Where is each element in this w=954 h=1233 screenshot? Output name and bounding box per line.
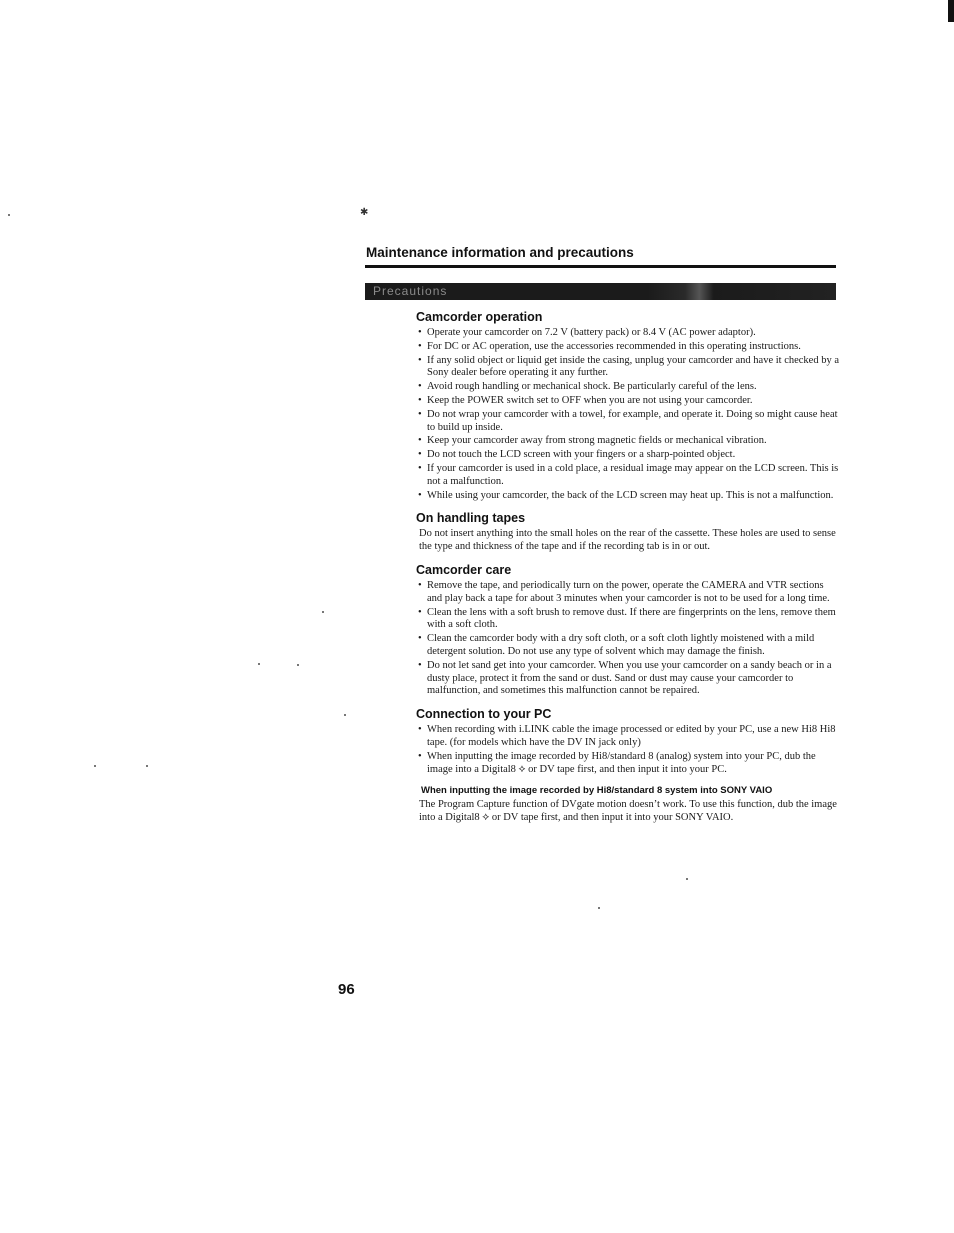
section-handling-tapes: [416, 510, 840, 554]
list-item: • Clean the camcorder body with a dry soft cloth, or a soft cloth lightly moistened with a mild detergent solution. Do not use any type of solvent which may damage the finish.: [418, 633, 840, 659]
list-item: • When inputting the image recorded by Hi8/standard 8 (analog) system into your PC, dub the image into a Digital8 ⟡ or DV tape first, and then input it into your PC.: [418, 751, 840, 777]
scan-dust: [94, 765, 96, 767]
list-item: • Avoid rough handling or mechanical shock. Be particularly careful of the lens.: [418, 381, 840, 394]
page-title: Maintenance information and precautions: [366, 245, 634, 260]
scan-dust: [297, 664, 299, 666]
scan-dust: [146, 765, 148, 767]
title-rule: [365, 265, 836, 268]
list-item: • Operate your camcorder on 7.2 V (battery pack) or 8.4 V (AC power adaptor).: [418, 327, 840, 340]
bullet-list: [416, 580, 840, 698]
precautions-banner: [365, 283, 836, 300]
section-heading: On handling tapes: [416, 511, 526, 526]
section-camcorder-care: [416, 562, 840, 698]
scan-dust: [258, 663, 260, 665]
page-number: 96: [338, 981, 355, 998]
banner-label: Precautions: [373, 284, 448, 298]
scan-dust: [686, 878, 688, 880]
list-item: • While using your camcorder, the back of the LCD screen may heat up. This is not a malfunction.: [418, 490, 840, 503]
document-body: [416, 309, 840, 833]
section-heading: Connection to your PC: [416, 707, 552, 722]
scan-dust: [344, 714, 346, 716]
list-item: • Do not let sand get into your camcorder. When you use your camcorder on a sandy beach or in a dusty place, protect it from the sand or dust. Sand or dust may cause your camcorder to malfunction, and sometimes this malfunction cannot be repaired.: [418, 660, 840, 698]
page-edge-mark: [948, 0, 954, 22]
section-heading: Camcorder care: [416, 562, 512, 577]
section-connection-pc: [416, 706, 840, 825]
section-camcorder-operation: [416, 309, 840, 502]
subsection-heading: When inputting the image recorded by Hi8/standard 8 system into SONY VAIO: [421, 785, 773, 797]
list-item: • For DC or AC operation, use the accessories recommended in this operating instructions.: [418, 341, 840, 354]
list-item: • If any solid object or liquid get inside the casing, unplug your camcorder and have it checked by a Sony dealer before operating it any further.: [418, 355, 840, 381]
list-item: • Clean the lens with a soft brush to remove dust. If there are fingerprints on the lens, remove them with a soft cloth.: [418, 607, 840, 633]
bullet-list: [416, 327, 840, 502]
list-item: • Remove the tape, and periodically turn on the power, operate the CAMERA and VTR sections and play back a tape for about 3 minutes when your camcorder is not to be used for a long time.: [418, 580, 840, 606]
scan-dust: [322, 611, 324, 613]
list-item: • Do not touch the LCD screen with your fingers or a sharp-pointed object.: [418, 449, 840, 462]
scan-artifact-mark: ✱: [360, 207, 369, 218]
list-item: • Do not wrap your camcorder with a towel, for example, and operate it. Doing so might cause heat to build up inside.: [418, 409, 840, 435]
scan-dust: [598, 907, 600, 909]
list-item: • Keep the POWER switch set to OFF when you are not using your camcorder.: [418, 395, 840, 408]
bullet-list: [416, 724, 840, 776]
section-heading: Camcorder operation: [416, 310, 543, 324]
list-item: • Keep your camcorder away from strong magnetic fields or mechanical vibration.: [418, 435, 840, 448]
section-paragraph: Do not insert anything into the small holes on the rear of the cassette. These holes are used to sense the type and thickness of the tape and if the recording tab is in or out.: [419, 528, 836, 553]
subsection-paragraph: The Program Capture function of DVgate motion doesn’t work. To use this function, dub the image into a Digital8 ⟡ or DV tape first, and then input it into your SONY VAIO.: [419, 799, 837, 824]
list-item: • When recording with i.LINK cable the image processed or edited by your PC, use a new Hi8 Hi8 tape. (for models which have the DV IN jack only): [418, 724, 840, 750]
scan-dust: [8, 214, 10, 216]
list-item: • If your camcorder is used in a cold place, a residual image may appear on the LCD screen. This is not a malfunction.: [418, 463, 840, 489]
